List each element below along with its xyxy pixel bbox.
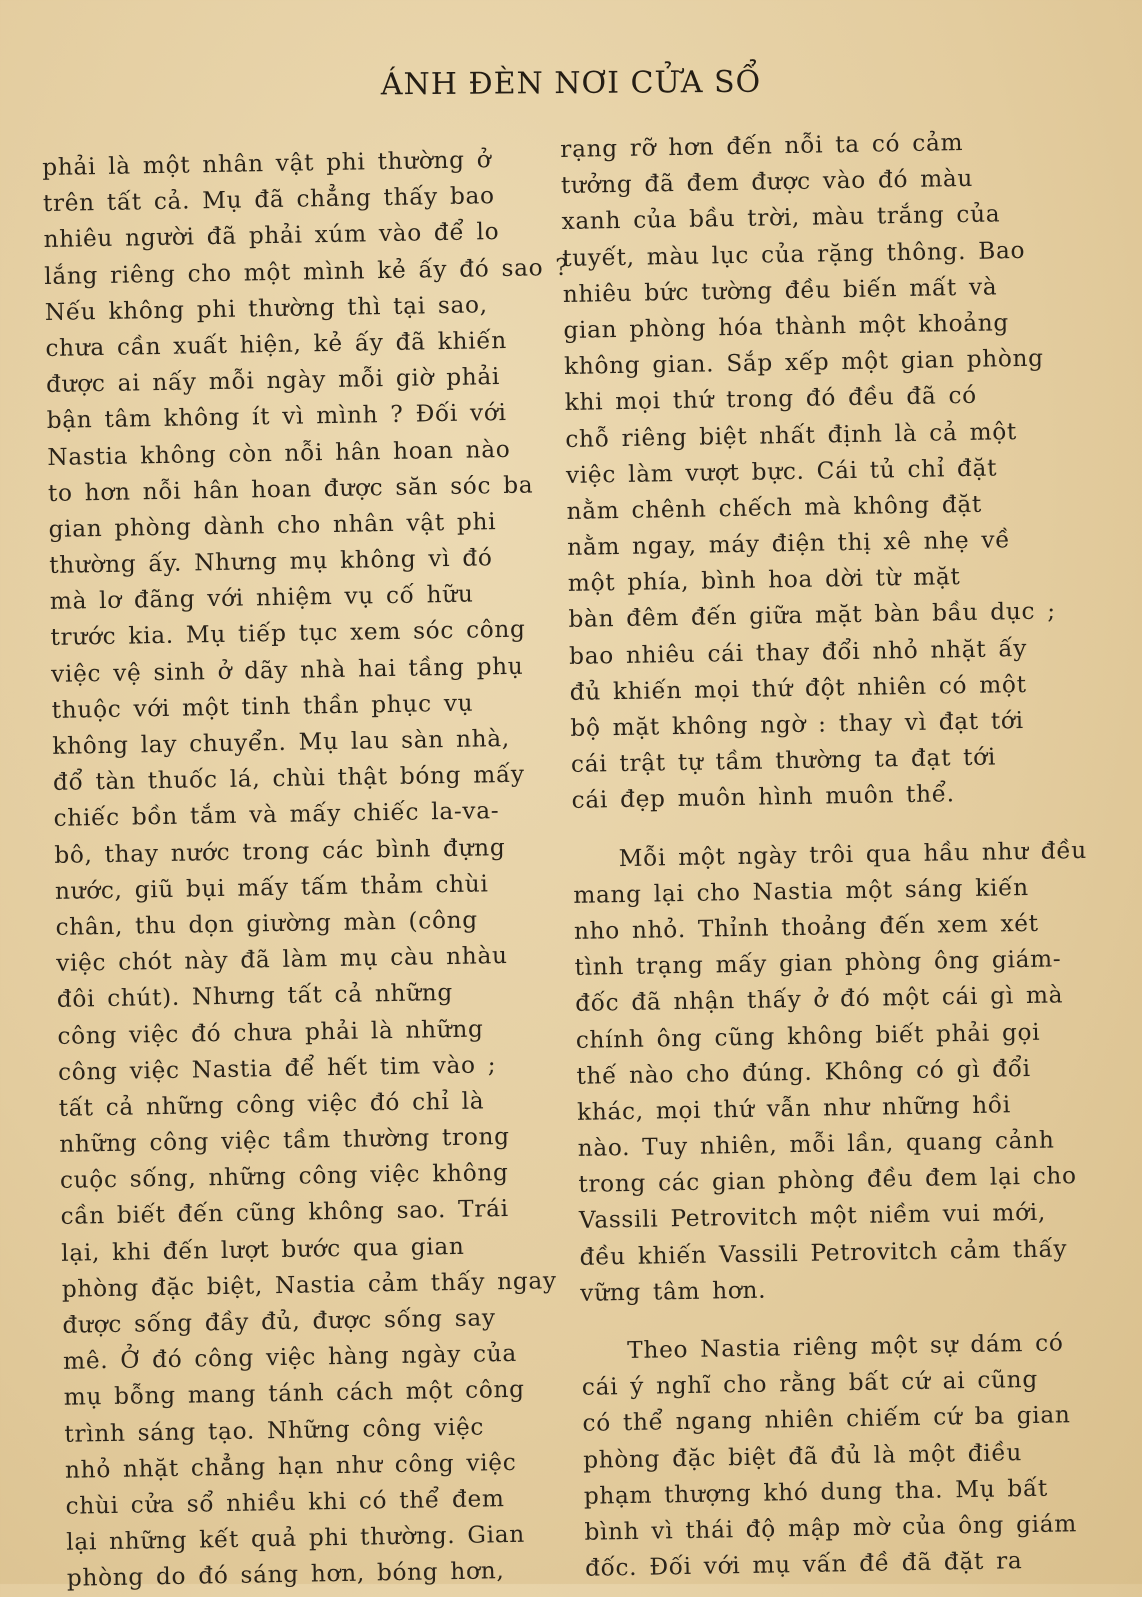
text-line: chưa cần xuất hiện, kẻ ấy đã khiến: [45, 326, 508, 362]
text-line: những công việc tầm thường trong: [59, 1123, 510, 1158]
text-line: nằm ngay, máy điện thị xê nhẹ về: [567, 526, 1011, 561]
text-line: đôi chút). Nhưng tất cả những: [56, 979, 454, 1014]
text-line: xanh của bầu trời, màu trắng của: [561, 200, 1001, 236]
text-line: bộ mặt không ngờ : thay vì đạt tới: [570, 706, 1024, 742]
text-line: mang lại cho Nastia một sáng kiến: [573, 873, 1029, 909]
text-line: chỗ riêng biệt nhất định là cả một: [565, 417, 1018, 453]
text-line: chùi cửa sổ nhiều khi có thể đem: [65, 1485, 505, 1520]
text-line: bàn đêm đến giữa mặt bàn bầu dục ;: [568, 597, 1056, 634]
text-line: khác, mọi thứ vẫn như những hồi: [576, 1091, 1012, 1126]
text-line: gian phòng dành cho nhân vật phi: [48, 508, 497, 543]
text-line: mà lơ đãng với nhiệm vụ cố hữu: [49, 580, 474, 616]
text-line: lắng riêng cho một mình kẻ ấy đó sao ?: [43, 253, 569, 290]
text-line: đốc đã nhận thấy ở đó một cái gì mà: [574, 981, 1064, 1018]
text-line: phòng đặc biệt đã đủ là một điều: [582, 1438, 1023, 1474]
text-line: một phía, bình hoa dời từ mặt: [567, 563, 961, 598]
text-line: trình sáng tạo. Những công việc: [64, 1413, 485, 1448]
text-line: đổ tàn thuốc lá, chùi thật bóng mấy: [52, 760, 525, 797]
text-line: tình trạng mấy gian phòng ông giám-: [574, 945, 1062, 981]
text-line: công việc đó chưa phải là những: [57, 1014, 484, 1050]
text-line: cái đẹp muôn hình muôn thể.: [571, 780, 955, 815]
text-line: bao nhiêu cái thay đổi nhỏ nhặt ấy: [568, 634, 1028, 670]
text-line: công việc Nastia để hết tim vào ;: [57, 1050, 497, 1086]
text-line: việc làm vượt bực. Cái tủ chỉ đặt: [565, 454, 998, 489]
text-line: rạng rỡ hơn đến nỗi ta có cảm: [560, 128, 964, 163]
text-line: cần biết đến cũng không sao. Trái: [60, 1195, 509, 1231]
text-line: khi mọi thứ trong đó đều đã có: [564, 382, 978, 417]
text-line: cái ý nghĩ cho rằng bất cứ ai cũng: [581, 1366, 1039, 1401]
text-line: trên tất cả. Mụ đã chẳng thấy bao: [42, 182, 495, 218]
text-line: phòng đặc biệt, Nastia cảm thấy ngay: [61, 1267, 557, 1303]
text-line: cái trật tự tầm thường ta đạt tới: [570, 743, 997, 779]
text-line: thế nào cho đúng. Không có gì đổi: [576, 1054, 1032, 1090]
text-line: chính ông cũng không biết phải gọi: [575, 1018, 1041, 1054]
text-line: nhiêu người đã phải xúm vào để lo: [43, 218, 500, 254]
text-line: tất cả những công việc đó chỉ là: [58, 1087, 485, 1122]
text-line: trong các gian phòng đều đem lại cho: [578, 1162, 1077, 1199]
text-line: to hơn nỗi hân hoan được săn sóc ba: [47, 471, 534, 507]
text-line: được ai nấy mỗi ngày mỗi giờ phải: [45, 363, 501, 399]
text-line: mê. Ở đó công việc hàng ngày của: [62, 1340, 518, 1376]
text-line: mụ bỗng mang tánh cách một công: [63, 1376, 525, 1412]
text-line: cuộc sống, những công việc không: [59, 1159, 509, 1195]
text-line: lại những kết quả phi thường. Gian: [66, 1520, 526, 1556]
paragraph-2: [572, 832, 1125, 1312]
text-line: thường ấy. Nhưng mụ không vì đó: [49, 544, 493, 579]
text-line: vững tâm hơn.: [580, 1276, 767, 1307]
text-line: bình vì thái độ mập mờ của ông giám: [584, 1510, 1078, 1546]
text-line: có thể ngang nhiên chiếm cứ ba gian: [582, 1401, 1071, 1438]
text-line: Vassili Petrovitch một niềm vui mới,: [578, 1199, 1047, 1235]
text-line: phòng do đó sáng hơn, bóng hơn,: [66, 1557, 505, 1593]
text-line: Nastia không còn nỗi hân hoan nào: [47, 435, 511, 471]
text-line: đều khiến Vassili Petrovitch cảm thấy: [579, 1234, 1068, 1271]
text-line: bô, thay nước trong các bình đựng: [54, 833, 506, 869]
text-line: việc chót này đã làm mụ càu nhàu: [55, 942, 508, 977]
text-line: việc vệ sinh ở dãy nhà hai tầng phụ: [50, 652, 524, 688]
left-column: [42, 141, 607, 1597]
text-line: bận tâm không ít vì mình ? Đối với: [46, 399, 507, 435]
text-line: chân, thu dọn giường màn (công: [55, 906, 479, 941]
text-line: phạm thượng khó dung tha. Mụ bất: [583, 1474, 1049, 1510]
text-line: nhiêu bức tường đều biến mất và: [562, 273, 998, 308]
paragraph-1: [560, 122, 1117, 819]
text-line: Nếu không phi thường thì tại sao,: [44, 290, 488, 326]
text-line: nằm chênh chếch mà không đặt: [566, 490, 983, 525]
right-column: [560, 122, 1130, 1587]
text-line: nho nhỏ. Thỉnh thoảng đến xem xét: [573, 909, 1039, 945]
text-line: nhỏ nhặt chẳng hạn như công việc: [64, 1448, 517, 1484]
text-line: tuyết, màu lục của rặng thông. Bao: [561, 236, 1026, 272]
text-line: tưởng đã đem được vào đó màu: [560, 164, 974, 200]
text-line: trước kia. Mụ tiếp tục xem sóc công: [50, 616, 526, 652]
text-line: Mỗi một ngày trôi qua hầu như đều: [618, 836, 1088, 872]
text-line: không gian. Sắp xếp một gian phòng: [563, 344, 1044, 381]
text-line: lại, khi đến lượt bước qua gian: [61, 1232, 465, 1267]
text-line: phải là một nhân vật phi thường ở: [42, 146, 492, 181]
text-line: nào. Tuy nhiên, mỗi lần, quang cảnh: [577, 1126, 1055, 1162]
text-line: thuộc với một tinh thần phục vụ: [51, 689, 474, 724]
text-line: nước, giũ bụi mấy tấm thảm chùi: [54, 870, 489, 905]
text-line: chiếc bồn tắm và mấy chiếc la-va-: [53, 797, 500, 833]
text-line: đốc. Đối với mụ vấn đề đã đặt ra: [584, 1547, 1023, 1582]
text-line: Theo Nastia riêng một sự dám có: [627, 1329, 1064, 1365]
running-header: ÁNH ĐÈN NƠI CỬA SỔ: [380, 64, 762, 103]
text-line: đủ khiến mọi thứ đột nhiên có một: [569, 670, 1027, 706]
paragraph-3: [581, 1324, 1130, 1587]
text-line: không lay chuyển. Mụ lau sàn nhà,: [52, 724, 511, 760]
text-line: gian phòng hóa thành một khoảng: [563, 309, 1010, 344]
text-line: được sống đầy đủ, được sống say: [62, 1304, 496, 1339]
